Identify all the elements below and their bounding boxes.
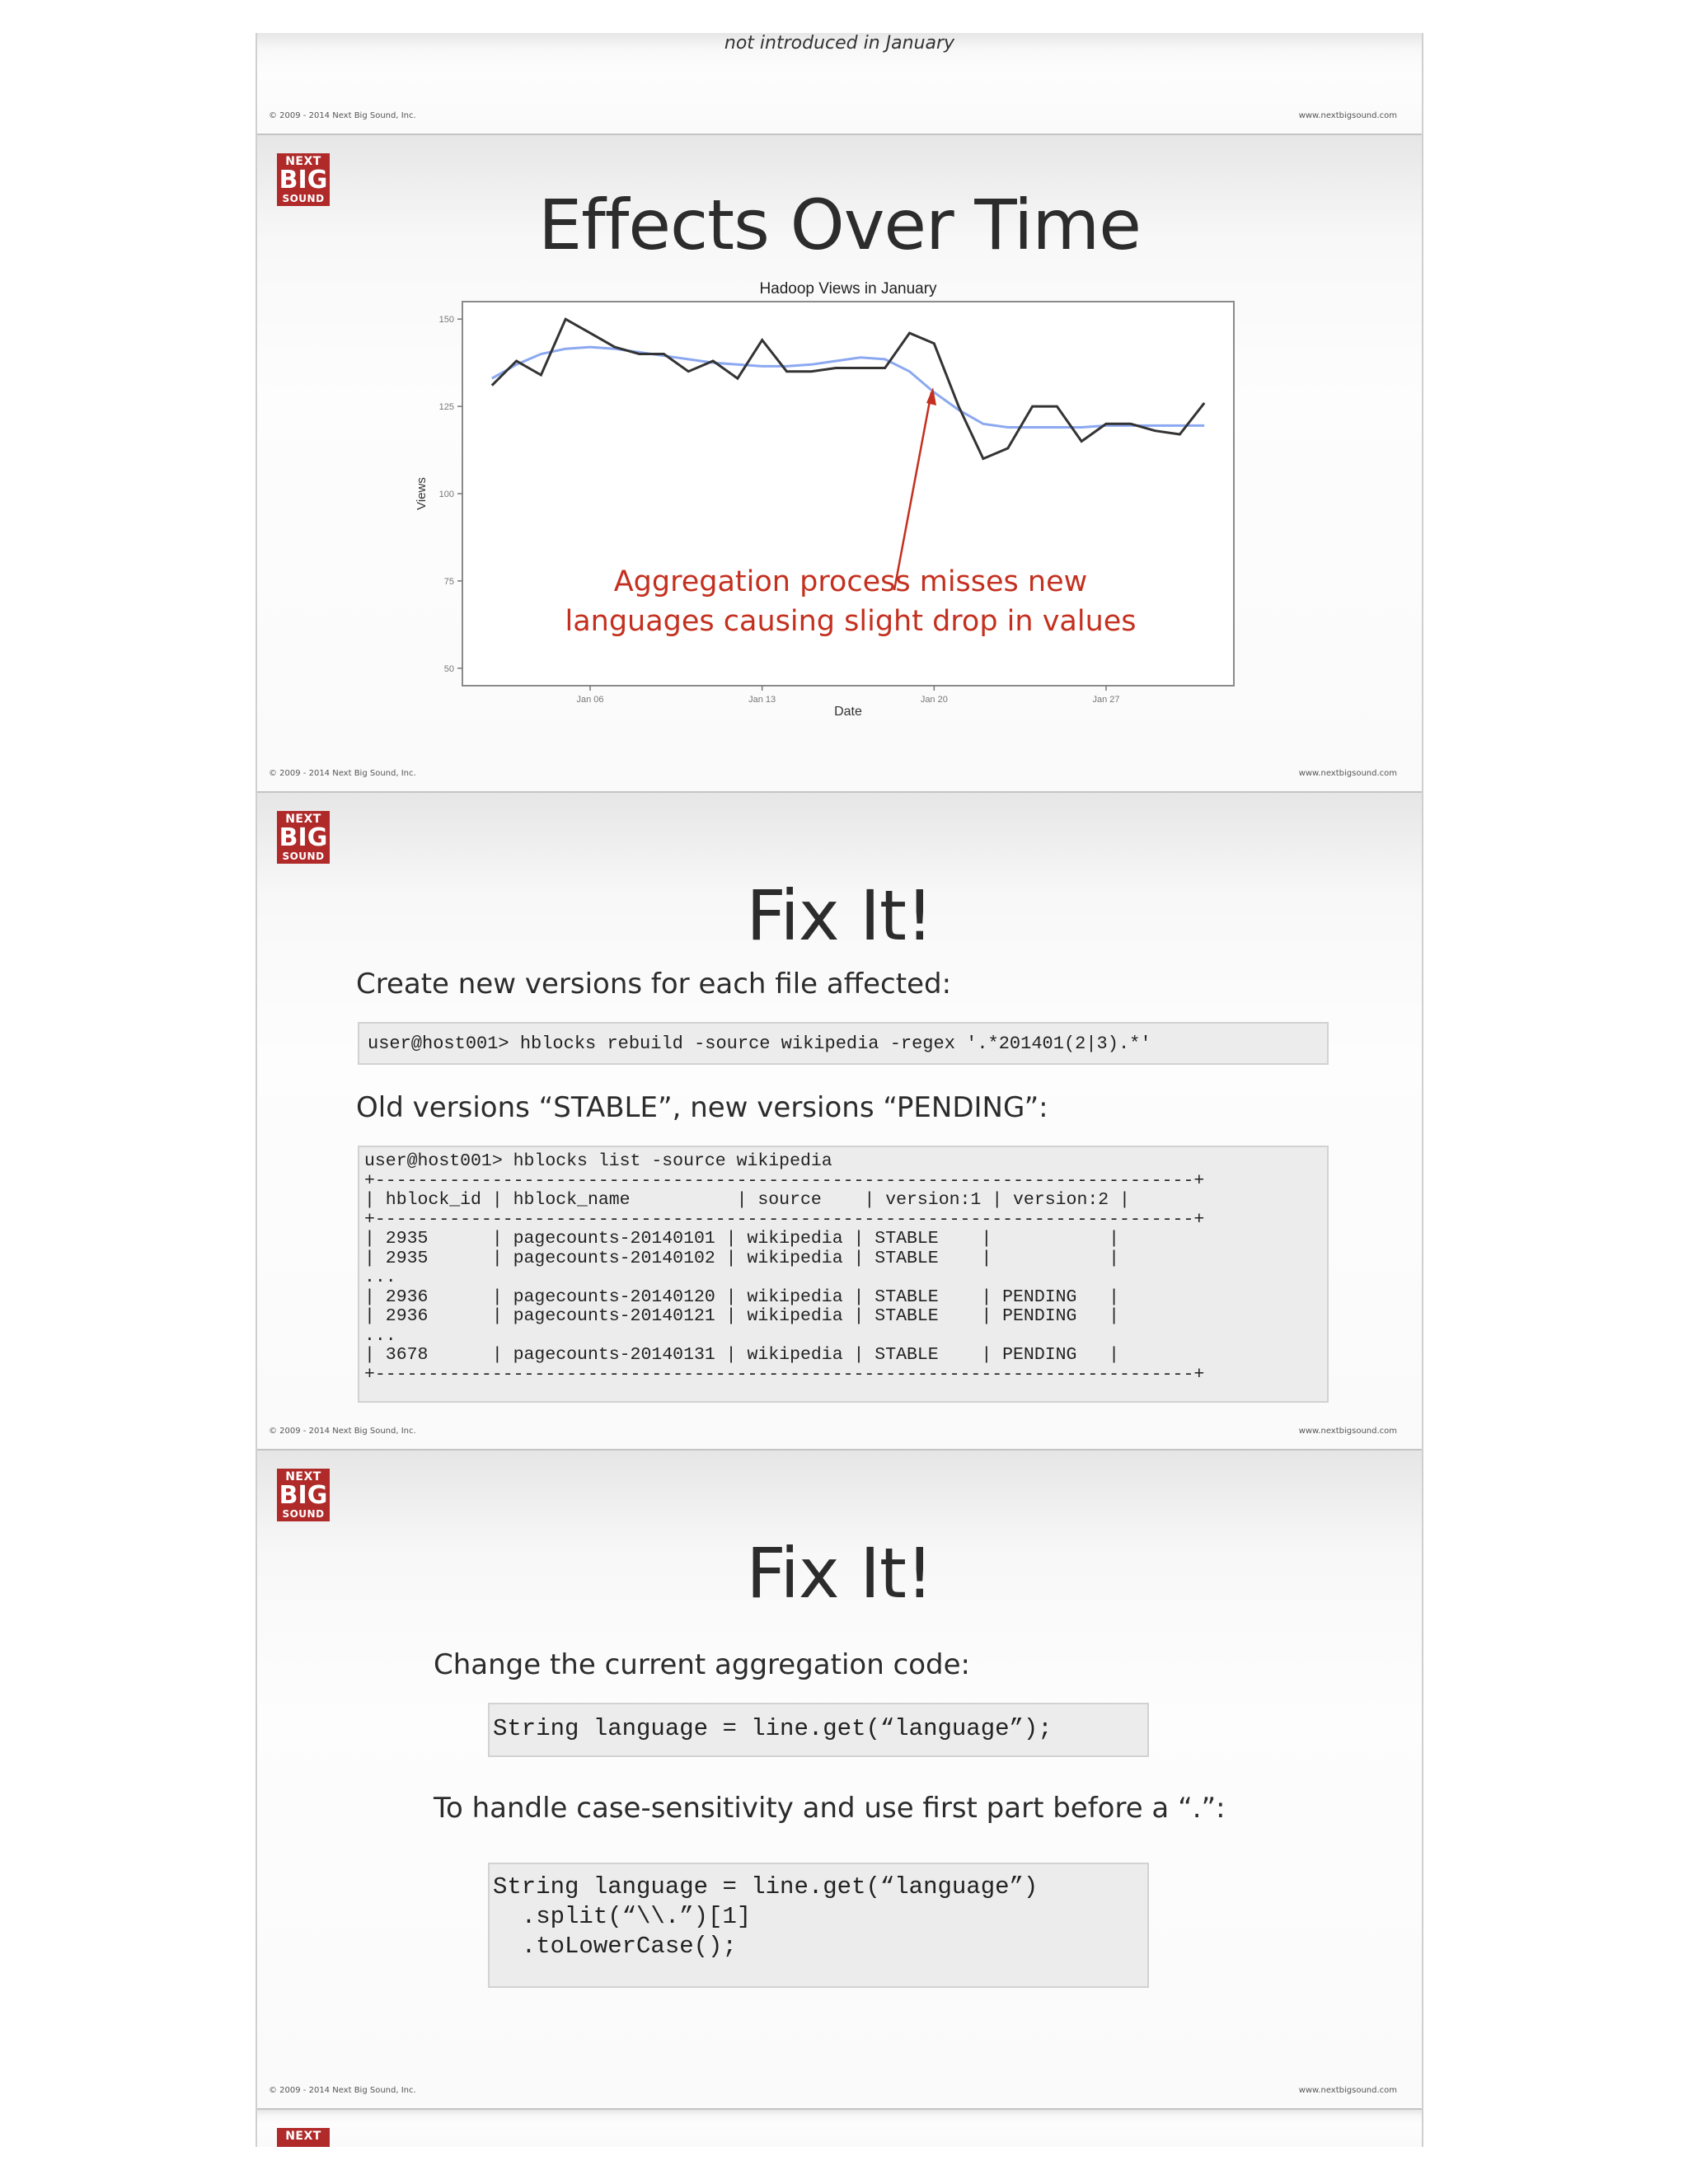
slide-title: Effects Over Time bbox=[538, 185, 1141, 265]
footer-copyright: © 2009 - 2014 Next Big Sound, Inc. bbox=[269, 769, 416, 778]
slide-stack bbox=[256, 33, 1423, 2147]
next-big-sound-logo: NEXT BIG SOUND bbox=[277, 811, 330, 864]
chart-title: Hadoop Views in January bbox=[759, 280, 937, 298]
next-big-sound-logo: NEXT BIG SOUND bbox=[277, 153, 330, 206]
y-tick-label: 75 bbox=[443, 576, 454, 587]
slide-title: Fix It! bbox=[746, 875, 933, 956]
footer-site: www.nextbigsound.com bbox=[1298, 111, 1397, 120]
footer-site: www.nextbigsound.com bbox=[1298, 1427, 1397, 1436]
slide-fix-it-hblocks bbox=[257, 791, 1422, 1449]
slide-partial-top bbox=[257, 33, 1422, 134]
y-tick-label: 50 bbox=[443, 663, 454, 674]
code-block-list: user@host001> hblocks list -source wikipedia +-----------------------------------------------------------------------------+ | hblock_id | hblock_name | source | version:1 | version:2 | +-----------------------------------------------------------------------------+ | 2935 | pagecounts-20140101 | wikipedia | STABLE | | | 2935 | pagecounts-20140102 | wikipedia | STABLE | | ... | 2936 | pagecounts-20140120 | wikipedia | STABLE | PENDING | | 2936 | pagecounts-20140121 | wikipedia | STABLE | PENDING | ... | 3678 | pagecounts-20140131 | wikipedia | STABLE | PENDING | +-----------------------------------------------------------------------------+ bbox=[358, 1146, 1329, 1403]
slide-effects-over-time bbox=[257, 134, 1422, 791]
x-axis bbox=[576, 686, 1119, 705]
x-tick-label: Jan 13 bbox=[748, 695, 776, 705]
y-tick-label: 100 bbox=[438, 490, 454, 499]
x-tick-label: Jan 27 bbox=[1092, 695, 1120, 705]
slide-fix-it-code bbox=[257, 1449, 1422, 2108]
hadoop-views-chart bbox=[257, 267, 1422, 729]
code-block-rebuild: user@host001> hblocks rebuild -source wikipedia -regex '.*201401(2|3).*' bbox=[358, 1022, 1329, 1065]
slide-caption: not introduced in January bbox=[724, 33, 955, 54]
footer-copyright: © 2009 - 2014 Next Big Sound, Inc. bbox=[269, 111, 416, 120]
code-block-revised: String language = line.get(“language”) .split(“\\.”)[1] .toLowerCase(); bbox=[488, 1863, 1149, 1988]
y-tick-label: 125 bbox=[438, 402, 454, 413]
y-axis-label: Views bbox=[415, 477, 429, 510]
y-tick-label: 150 bbox=[438, 315, 454, 326]
y-axis bbox=[439, 315, 462, 674]
footer-copyright: © 2009 - 2014 Next Big Sound, Inc. bbox=[269, 2086, 416, 2095]
instruction-text: Old versions “STABLE”, new versions “PENDING”: bbox=[356, 1091, 1048, 1124]
slide-partial-bottom bbox=[257, 2108, 1422, 2147]
code-block-original: String language = line.get(“language”); bbox=[488, 1703, 1149, 1757]
chart-annotation: Aggregation process misses new languages causing slight drop in values bbox=[565, 565, 1137, 638]
footer-site: www.nextbigsound.com bbox=[1298, 769, 1397, 778]
instruction-text: To handle case-sensitivity and use first part before a “.”: bbox=[434, 1792, 1226, 1825]
instruction-text: Change the current aggregation code: bbox=[434, 1648, 970, 1681]
next-big-sound-logo: NEXT bbox=[277, 2128, 330, 2147]
x-axis-label: Date bbox=[834, 705, 862, 719]
footer-copyright: © 2009 - 2014 Next Big Sound, Inc. bbox=[269, 1427, 416, 1436]
x-tick-label: Jan 20 bbox=[920, 695, 948, 705]
footer-site: www.nextbigsound.com bbox=[1298, 2086, 1397, 2095]
slide-title: Fix It! bbox=[746, 1533, 933, 1614]
instruction-text: Create new versions for each file affected: bbox=[356, 968, 952, 1001]
next-big-sound-logo: NEXT BIG SOUND bbox=[277, 1469, 330, 1521]
x-tick-label: Jan 06 bbox=[576, 695, 604, 705]
